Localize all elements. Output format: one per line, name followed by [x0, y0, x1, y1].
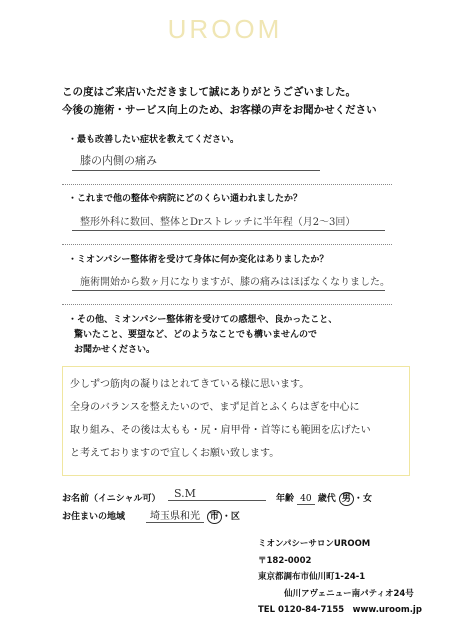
- salon-address-2: 仙川アヴェニュー南パティオ24号: [284, 588, 414, 599]
- age-label: [276, 491, 372, 506]
- salon-info: [258, 536, 422, 619]
- region-city-selected: 市: [207, 510, 222, 524]
- answer-2: 整形外科に数回、整体とDrストレッチに半年程（月2〜3回）: [72, 213, 385, 231]
- gender-male-selected: 男: [339, 492, 354, 506]
- age-label-text: 年齢: [276, 494, 295, 504]
- answer-3: 施術開始から数ヶ月になりますが、膝の痛みはほぼなくなりました。: [72, 273, 385, 291]
- region-value: 埼玉県和光: [146, 511, 204, 523]
- divider: [62, 184, 392, 185]
- region-separator: ・: [221, 512, 231, 522]
- question-2: ・これまで他の整体や病院にどのくらい通われましたか？: [68, 194, 303, 204]
- closing-line-1: ・その他、ミオンパシー整体術を受けての感想や、良かったこと、: [68, 315, 338, 325]
- salon-contact: TEL 0120-84-7155 www.uroom.jp: [258, 605, 422, 615]
- comment-text: [70, 373, 404, 465]
- comment-line: と考えておりますので宜しくお願い致します。: [70, 448, 280, 459]
- gender-separator: ・: [353, 494, 363, 504]
- closing-line-2: 驚いたこと、要望など、どのようなことでも構いませんので: [74, 330, 318, 340]
- brand-logo: UROOM: [167, 14, 283, 44]
- age-value: 40: [297, 494, 314, 505]
- intro-text: [62, 83, 432, 119]
- gender-female: 女: [362, 494, 372, 504]
- age-unit: 歳代: [317, 494, 336, 504]
- answer-1: 膝の内側の痛み: [72, 152, 320, 171]
- name-value: S.M: [168, 487, 266, 501]
- comment-line: 少しずつ筋肉の凝りはとれてきている様に思います。: [70, 379, 310, 390]
- comment-line: 全身のバランスを整えたいので、まず足首とふくらはぎを中心に: [70, 402, 360, 413]
- region-label: お住まいの地域: [62, 512, 126, 522]
- salon-address-1: 東京都調布市仙川町1-24-1: [258, 572, 366, 582]
- region-field: [146, 507, 240, 524]
- intro-line-1: この度はご来店いただきまして誠にありがとうございました。: [62, 86, 356, 98]
- divider: [62, 304, 392, 305]
- salon-name: ミオンパシーサロンUROOM: [258, 539, 371, 549]
- comment-line: 取り組み、その後は太もも・尻・肩甲骨・首等にも範囲を広げたい: [70, 425, 371, 436]
- intro-line-2: 今後の施術・サービス向上のため、お客様の声をお聞かせください: [62, 104, 377, 116]
- region-ward: 区: [230, 512, 240, 522]
- question-1: ・最も改善したい症状を教えてください。: [68, 135, 240, 145]
- salon-postal: 〒182-0002: [258, 555, 312, 566]
- closing-line-3: お聞かせください。: [74, 345, 156, 355]
- name-label: お名前（イニシャル可）: [62, 494, 161, 504]
- closing-question: [68, 313, 388, 358]
- question-3: ・ミオンパシー整体術を受けて身体に何か変化はありましたか？: [68, 255, 329, 265]
- divider: [62, 244, 392, 245]
